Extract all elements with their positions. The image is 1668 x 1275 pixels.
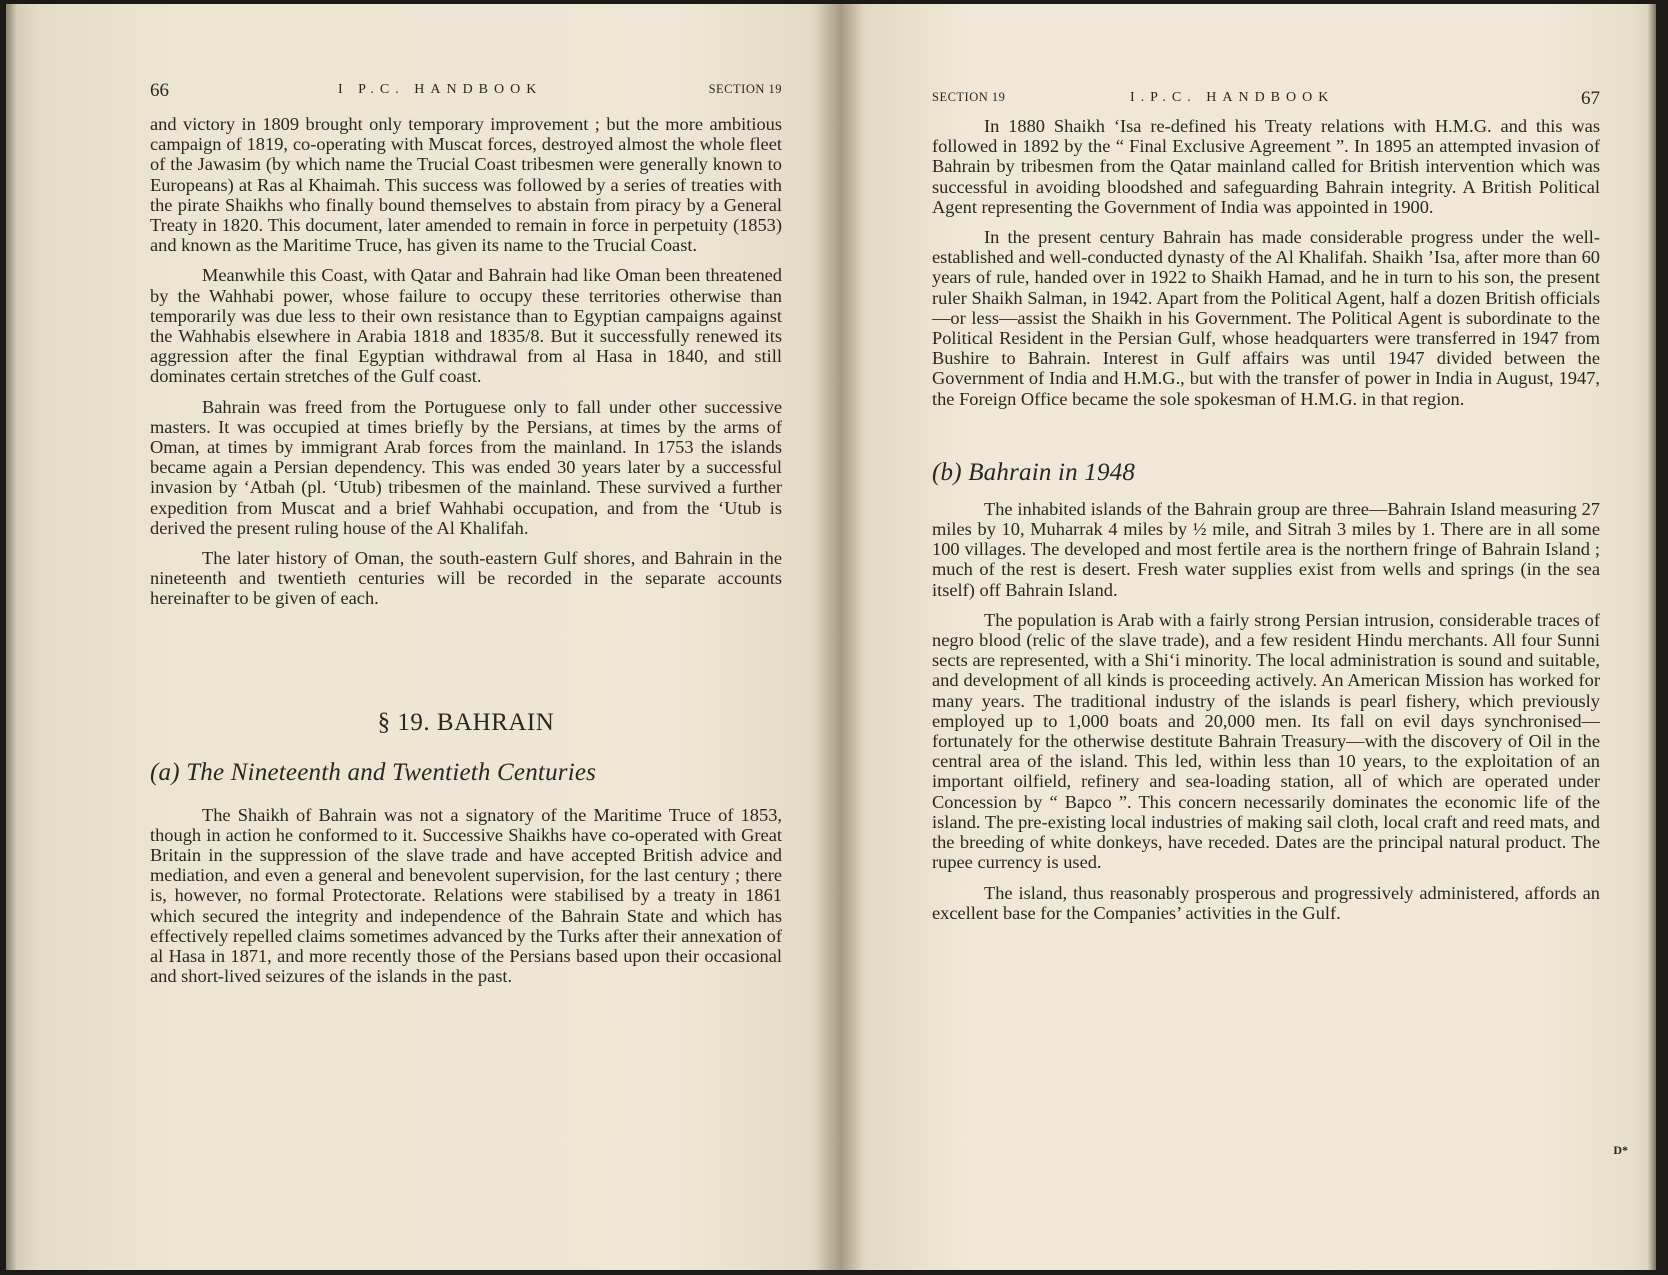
right-page-body [932, 116, 1600, 923]
paragraph: The later history of Oman, the south-eastern Gulf shores, and Bahrain in the nineteenth and twentieth centuries will be recorded in the separate accounts hereinafter to be given of each. [150, 548, 782, 609]
left-running-head [150, 76, 782, 110]
paragraph: In the present century Bahrain has made considerable progress under the well-established and well-conducted dynasty of the Al Khalifah. Shaikh ’Isa, after more than 60 years of rule, handed over in 1922 to Shaikh Hamad, and he in turn to his son, the present ruler Shaikh Salman, in 1942. Apart from the Political Agent, half a dozen British officials—or less—assist the Shaikh in his Government. The Political Agent is subordinate to the Political Resident in the Persian Gulf, whose headquarters were transferred in 1947 from Bushire to Bahrain. Interest in Gulf affairs was until 1947 divided between the Government of India and H.M.G., but with the transfer of power in India in August, 1947, the Foreign Office became the sole spokesman of H.M.G. in that region. [932, 227, 1600, 409]
paragraph: Meanwhile this Coast, with Qatar and Bahrain had like Oman been threatened by the Wahhabi power, whose failure to occupy these territories otherwise than temporarily was due less to their own resistance than to Egyptian campaigns against the Wahhabis elsewhere in Arabia 1818 and 1835/8. But it successfully renewed its aggression after the final Egyptian withdrawal from al Hasa in 1840, and still dominates certain stretches of the Gulf coast. [150, 265, 782, 387]
page-number: 67 [1581, 88, 1600, 109]
page-number: 66 [150, 80, 169, 101]
paragraph: and victory in 1809 brought only temporary improvement ; but the more ambitious campaign of 1819, co-operating with Muscat forces, destroyed almost the whole fleet of the Jawasim (by which name the Trucial Coast tribesmen were generally known to Europeans) at Ras al Khaimah. This success was followed by a series of treaties with the pirate Shaikhs who finally bound themselves to abstain from piracy by a General Treaty in 1820. This document, later amended to remain in force in perpetuity (1853) and known as the Maritime Truce, has given its name to the Trucial Coast. [150, 114, 782, 256]
running-title: I.P.C. HANDBOOK [1130, 90, 1335, 105]
book-spread [6, 4, 1656, 1270]
right-running-head [932, 76, 1600, 110]
left-page-body [150, 114, 782, 987]
subheading: (a) The Nineteenth and Twentieth Centuries [150, 758, 597, 786]
right-page-edge [1648, 4, 1656, 1270]
paragraph: The island, thus reasonably prosperous and progressively administered, affords an excellent base for the Companies’ activities in the Gulf. [932, 882, 1600, 923]
left-gutter-shadow [816, 4, 842, 1270]
paragraph: In 1880 Shaikh ‘Isa re-defined his Treaty relations with H.M.G. and this was followed in 1892 by the “ Final Exclusive Agreement ”. In 1895 an attempted invasion of Bahrain by tribesmen from the Qatar mainland called for British intervention which was successful in avoiding bloodshed and safeguarding Bahrain integrity. A British Political Agent representing the Government of India was appointed in 1900. [932, 116, 1600, 217]
paragraph: The Shaikh of Bahrain was not a signatory of the Maritime Truce of 1853, though in action he conformed to it. Successive Shaikhs have co-operated with Great Britain in the suppression of the slave trade and have accepted British advice and mediation, and even a general and benevolent supervision, for the last century ; there is, however, no formal Protectorate. Relations were stabilised by a treaty in 1861 which secured the integrity and independence of the Bahrain State and which has effectively repelled claims sometimes advanced by the Turks after their annexation of al Hasa in 1871, and more recently those of the Persians based upon their occasional and short-lived seizures of the islands in the past. [150, 804, 782, 987]
right-gutter-shadow [842, 4, 862, 1270]
section-label: SECTION 19 [932, 90, 1006, 104]
section-label: SECTION 19 [708, 82, 782, 96]
paragraph: The inhabited islands of the Bahrain group are three—Bahrain Island measuring 27 miles by 10, Muharrak 4 miles by ½ mile, and Sitrah 3 miles by 1. There are in all some 100 villages. The developed and most fertile area is the northern fringe of Bahrain Island ; much of the rest is desert. Fresh water supplies exist from wells and springs (in the sea itself) off Bahrain Island. [932, 498, 1600, 600]
subheading: (b) Bahrain in 1948 [932, 458, 1136, 486]
paragraph: Bahrain was freed from the Portuguese only to fall under other successive masters. It was occupied at times briefly by the Persians, at times by the arms of Oman, at times by immigrant Arab forces from the mainland. In 1753 the islands became again a Persian dependency. This was ended 30 years later by a successful invasion by ‘Atbah (pl. ‘Utub) tribesmen of the mainland. These survived a further expedition from Muscat and a brief Wahhabi occupation, and from the ‘Utub is derived the present ruling house of the Al Khalifah. [150, 396, 782, 538]
section-heading: § 19. BAHRAIN [377, 708, 555, 736]
left-page-edge [6, 4, 16, 1270]
running-title: I P.C. HANDBOOK [338, 82, 543, 97]
right-page [842, 4, 1656, 1270]
signature-mark: D* [1613, 1143, 1628, 1157]
paragraph: The population is Arab with a fairly strong Persian intrusion, considerable traces of negro blood (relic of the slave trade), and a few resident Hindu merchants. All four Sunni sects are represented, with a Shi‘i minority. The local administration is sound and suitable, and development of all kinds is proceeding actively. An American Mission has worked for many years. The traditional industry of the islands is pearl fishery, which previously employed up to 1,000 boats and 20,000 men. Its fall on evil days synchronised—fortunately for the otherwise destitute Bahrain Treasury—with the discovery of Oil in the central area of the island. This led, within less than 10 years, to the exploitation of an important oilfield, refinery and sea-loading station, all of which are operated under Concession by “ Bapco ”. This concern necessarily dominates the economic life of the island. The pre-existing local industries of making sail cloth, local craft and reed mats, and the breeding of white donkeys, have receded. Dates are the principal natural product. The rupee currency is used. [932, 609, 1600, 873]
left-page [6, 4, 842, 1270]
